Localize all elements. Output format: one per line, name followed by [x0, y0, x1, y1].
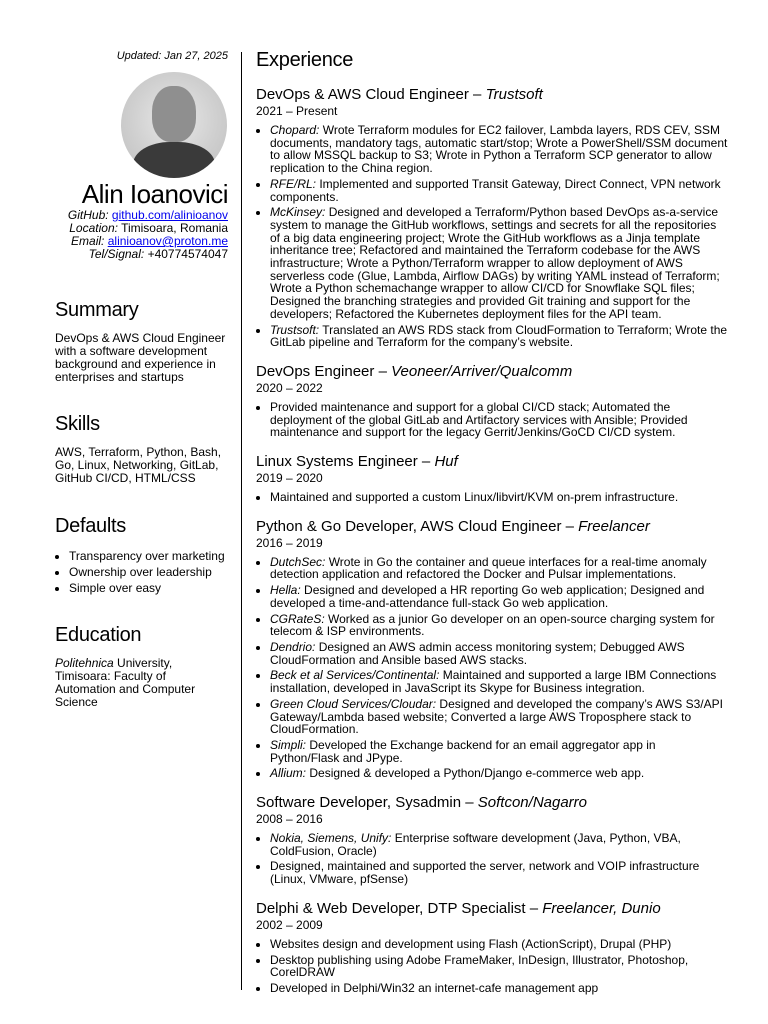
bullet-client: Trustsoft:	[270, 322, 320, 337]
github-link[interactable]: github.com/alinioanov	[111, 208, 228, 222]
bullet-text: Designed & developed a Python/Django e-commerce web app.	[306, 766, 645, 781]
bullet-client: Beck et al Services/Continental:	[270, 668, 440, 683]
job-title	[256, 900, 728, 918]
experience-list	[256, 86, 728, 995]
bullet-client: Hella:	[270, 583, 301, 598]
bullet-client: DutchSec:	[270, 554, 326, 569]
bullet-client: McKinsey:	[270, 205, 326, 220]
job-company: Freelancer, Dunio	[542, 899, 661, 917]
bullet-text: Designed and developed a HR reporting Go web application; Designed and developed a time-and-attendance full-stack Go web application.	[270, 583, 705, 610]
job-role: DevOps & AWS Cloud Engineer –	[256, 86, 486, 103]
job-bullet	[270, 324, 728, 349]
job-company: Softcon/Nagarro	[477, 794, 588, 812]
education-section	[55, 623, 228, 709]
bullet-text: Maintained and supported a large IBM Connections installation, developed in JavaScript its Skype for Business integration.	[270, 668, 717, 696]
job-bullet	[270, 401, 728, 439]
bullet-text: Developed the Exchange backend for an email aggregator app in Python/Flask and JPype.	[270, 737, 656, 765]
contact-phone	[55, 248, 228, 261]
bullet-text: Provided maintenance and support for a global CI/CD stack; Automated the deployment of the global GitLab and Artifactory services with Ansible; Provided maintenance and support for the legacy Gerrit/Jenkins/GoCD CI/CD system.	[270, 399, 688, 440]
bullet-text: Designed and developed the company’s AWS S3/API Gateway/Lambda based website; Converted a large AWS Troposphere stack to CloudFormation.	[270, 696, 723, 737]
defaults-item: • Transparency over marketing	[69, 548, 228, 564]
job-entry	[256, 363, 728, 439]
job-role: DevOps Engineer –	[256, 362, 392, 380]
job-bullet	[270, 178, 728, 203]
contact-key: Tel/Signal:	[88, 247, 145, 261]
summary-section	[55, 298, 228, 384]
job-bullet	[270, 982, 728, 995]
contact-block	[55, 209, 228, 261]
bullet-text: Designed an AWS admin access monitoring system; Debugged AWS CloudFormation and Ansible based AWS stacks.	[270, 639, 685, 667]
bullet-text: Wrote Terraform modules for EC2 failover, Lambda layers, RDS CEV, SSM documents, mandatory tags, automatic start/stop; Wrote a PowerShell/SSM document to allow MSSQL backup to S3; Wrote in Python a Terraform SCP generator to allow replication to the China region.	[270, 123, 728, 176]
skills-heading: Skills	[55, 413, 100, 435]
defaults-item: • Simple over easy	[69, 580, 228, 596]
bullet-client: Chopard:	[270, 123, 320, 137]
job-entry	[256, 518, 728, 780]
job-bullet	[270, 832, 728, 857]
experience-heading: Experience	[256, 49, 354, 71]
sidebar	[55, 48, 228, 709]
job-role: Linux Systems Engineer –	[256, 453, 435, 471]
bullet-text: Enterprise software development (Java, Python, VBA, ColdFusion, Oracle)	[270, 831, 681, 858]
bullet-client: Green Cloud Services/Cloudar:	[270, 696, 437, 711]
job-title	[256, 86, 728, 104]
summary-text: DevOps & AWS Cloud Engineer with a software development background and experience in enterprises and startups	[55, 331, 226, 384]
job-title	[256, 794, 728, 812]
bullet-text: Desktop publishing using Adobe FrameMaker, InDesign, Illustrator, Photoshop, CorelDRAW	[270, 952, 689, 980]
photo-shoulders	[133, 142, 215, 178]
job-role: Software Developer, Sysadmin –	[256, 794, 478, 812]
bullet-text: Worked as a junior Go developer on an open-source charging system for telecom & ISP environments.	[270, 611, 715, 639]
profile-photo	[121, 72, 227, 178]
bullet-client: Allium:	[270, 766, 307, 781]
job-bullet	[270, 954, 728, 979]
job-bullet	[270, 739, 728, 764]
job-bullet	[270, 556, 728, 581]
job-entry	[256, 794, 728, 886]
job-title	[256, 518, 728, 536]
education-heading: Education	[55, 624, 142, 646]
defaults-section	[55, 514, 228, 596]
job-bullet	[270, 641, 728, 666]
job-bullet	[270, 206, 728, 320]
main-column	[256, 48, 728, 1009]
contact-value: +40774574047	[147, 247, 228, 261]
job-dates: 2020 – 2022	[256, 380, 323, 395]
job-bullet	[270, 767, 728, 780]
job-company: Freelancer	[578, 517, 650, 535]
job-dates: 2019 – 2020	[256, 471, 323, 486]
job-role: Delphi & Web Developer, DTP Specialist –	[256, 899, 543, 917]
job-bullets	[256, 832, 728, 886]
job-bullet	[270, 584, 728, 609]
contact-key: Email:	[71, 234, 105, 248]
job-bullet	[270, 491, 728, 504]
bullet-client: Simpli:	[270, 737, 307, 752]
job-dates: 2021 – Present	[256, 104, 338, 118]
skills-text: AWS, Terraform, Python, Bash, Go, Linux, Networking, GitLab, GitHub CI/CD, HTML/CSS	[55, 445, 222, 485]
job-company: Veoneer/Arriver/Qualcomm	[391, 362, 573, 380]
bullet-client: CGRateS:	[270, 611, 325, 626]
bullet-client: RFE/RL:	[270, 176, 317, 191]
bullet-text: Designed, maintained and supported the server, network and VOIP infrastructure (Linux, VMware, pfSense)	[270, 859, 700, 887]
contact-key: Location:	[69, 221, 118, 235]
bullet-client: Nokia, Siemens, Unify:	[270, 831, 392, 846]
job-company: Trustsoft	[485, 86, 543, 103]
defaults-list	[55, 548, 228, 596]
job-bullet	[270, 669, 728, 694]
job-dates: 2002 – 2009	[256, 917, 323, 932]
job-title	[256, 453, 728, 471]
education-text	[55, 657, 228, 709]
job-title	[256, 363, 728, 381]
job-bullet	[270, 938, 728, 951]
job-bullets	[256, 401, 728, 439]
education-detail: University, Timisoara: Faculty of Automation and Computer Science	[55, 656, 196, 709]
bullet-text: Maintained and supported a custom Linux/libvirt/KVM on-prem infrastructure.	[270, 490, 679, 505]
bullet-text: Translated an AWS RDS stack from CloudFormation to Terraform; Wrote the GitLab pipeline and Terraform for the company’s website.	[270, 322, 728, 350]
email-link[interactable]: alinioanov@proton.me	[107, 234, 228, 248]
job-dates: 2016 – 2019	[256, 535, 323, 550]
updated-date: Updated: Jan 27, 2025	[116, 50, 228, 62]
contact-value: Timisoara, Romania	[121, 221, 228, 235]
person-name: Alin Ioanovici	[81, 179, 228, 209]
job-bullet	[270, 124, 728, 175]
job-company: Huf	[434, 453, 458, 471]
job-bullet	[270, 698, 728, 736]
job-bullets	[256, 556, 728, 780]
job-bullets	[256, 491, 728, 504]
job-entry	[256, 900, 728, 995]
job-entry	[256, 453, 728, 504]
skills-section	[55, 412, 228, 485]
education-school: Politehnica	[55, 656, 114, 670]
contact-key: GitHub:	[67, 208, 109, 222]
bullet-client: Dendrio:	[270, 639, 316, 654]
job-bullets	[256, 938, 728, 995]
job-role: Python & Go Developer, AWS Cloud Engineer –	[256, 517, 579, 535]
defaults-item: • Ownership over leadership	[69, 564, 228, 580]
job-bullet	[270, 860, 728, 885]
defaults-heading: Defaults	[55, 515, 126, 537]
job-entry	[256, 86, 728, 349]
summary-heading: Summary	[55, 299, 139, 321]
photo-head	[152, 86, 196, 142]
bullet-text: Developed in Delphi/Win32 an internet-cafe management app	[270, 980, 599, 995]
column-divider	[241, 52, 242, 990]
job-bullet	[270, 613, 728, 638]
job-dates: 2008 – 2016	[256, 812, 323, 827]
job-bullets	[256, 124, 728, 349]
bullet-text: Websites design and development using Flash (ActionScript), Drupal (PHP)	[270, 936, 672, 951]
bullet-text: Implemented and supported Transit Gateway, Direct Connect, VPN network components.	[270, 176, 721, 204]
bullet-text: Designed and developed a Terraform/Python based DevOps as-a-service system to manage the GitHub workflows, settings and secrets for all the repositories of a big data engineering project; Wrote the GitHub workflows as a Jinja template inheritance tree; Refactored and maintained the Terraform codebase for the AWS infrastructure; Wrote a Python/Terraform wrapper to allow deployment of AWS serverless code (Glue, Lambda, Airflow DAGs) by writing YAML instead of Terraform; Wrote a Python schemachange wrapper to allow CI/CD for Snowflake SQL files; Designed the branching strategies and provided Git training and support for the developers; Refactored the Kubernetes deployment files for the API team.	[270, 205, 720, 321]
bullet-text: Wrote in Go the container and queue interfaces for a real-time anomaly detection application and refactored the Docker and Pulsar implementations.	[270, 554, 707, 582]
